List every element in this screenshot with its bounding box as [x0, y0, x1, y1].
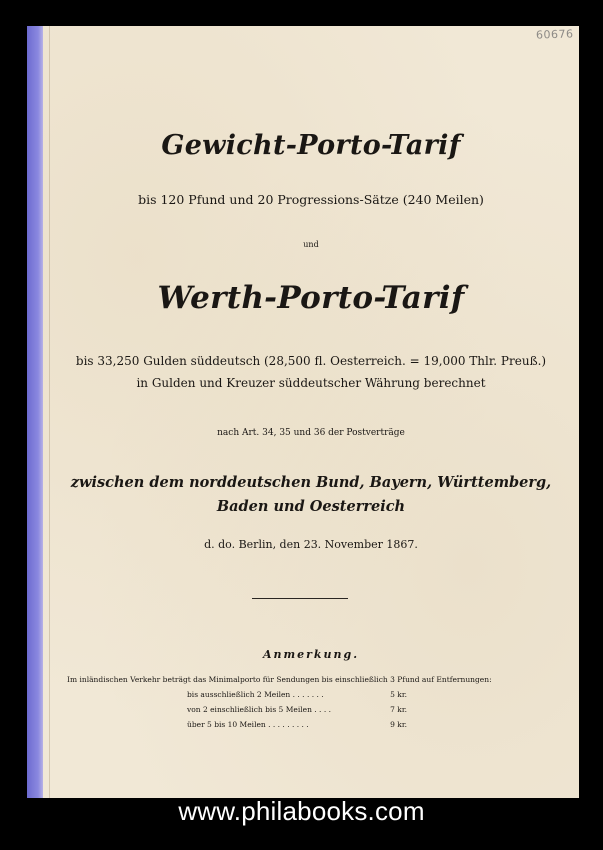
fee-row-distance: von 2 einschließlich bis 5 Meilen . . . .: [187, 705, 331, 714]
binding-spine: [27, 26, 43, 798]
title-weight-tariff: Gewicht-Porto-Tarif: [161, 130, 461, 161]
note-intro: Im inländischen Verkehr beträgt das Minimalporto für Sendungen bis einschließlich 3 Pfund auf Entfernungen:: [67, 675, 492, 684]
divider-rule: [252, 598, 348, 599]
watermark-url: www.philabooks.com: [178, 796, 425, 826]
title-value-tariff: Werth-Porto-Tarif: [157, 280, 465, 316]
fee-row-amount: 7 kr.: [390, 705, 407, 714]
treaty-reference: nach Art. 34, 35 und 36 der Postverträge: [217, 428, 405, 438]
note-heading: Anmerkung.: [262, 648, 360, 661]
date-line: d. do. Berlin, den 23. November 1867.: [204, 538, 418, 551]
fee-row-amount: 5 kr.: [390, 690, 407, 699]
conjunction: und: [303, 240, 319, 249]
fee-row-distance: über 5 bis 10 Meilen . . . . . . . . .: [187, 720, 309, 729]
fee-row-amount: 9 kr.: [390, 720, 407, 729]
parties-line-2: Baden und Oesterreich: [216, 498, 406, 515]
subtitle-weight-tariff: bis 120 Pfund und 20 Progressions-Sätze (240 Meilen): [138, 192, 484, 207]
catalog-number: 60676: [535, 27, 574, 42]
value-line-1: bis 33,250 Gulden süddeutsch (28,500 fl. Oesterreich. = 19,000 Thlr. Preuß.): [75, 354, 547, 368]
value-line-2: in Gulden und Kreuzer süddeutscher Währung berechnet: [136, 376, 486, 390]
document-page: [27, 26, 579, 798]
fee-row-distance: bis ausschließlich 2 Meilen . . . . . . .: [187, 690, 324, 699]
parties-line-1: zwischen dem norddeutschen Bund, Bayern, Württemberg,: [70, 474, 552, 491]
